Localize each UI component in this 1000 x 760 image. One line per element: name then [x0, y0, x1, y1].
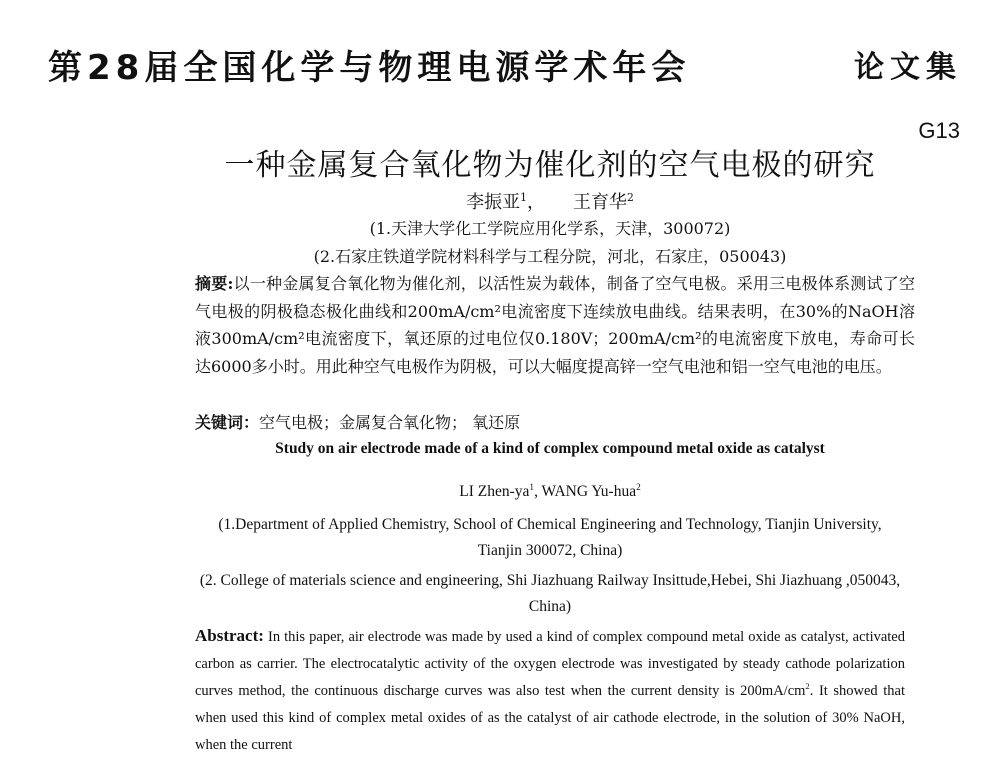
abstract-en-text-2: . It showed that when used this kind of complex metal oxides of as the catalyst of air cathode electrode, in the solution of 30% NaOH, when the current — [195, 683, 905, 753]
author-1-affil-mark: 1 — [520, 191, 527, 204]
abstract-en-text-1: In this paper, air electrode was made by used a kind of complex compound metal oxide as catalyst, activated carbon as carrier. The electrocatalytic activity of the oxygen electrode was investigated by steady cathode polarization curves method, the continuous discharge curves was also test when the current density is 200mA/cm — [195, 629, 905, 699]
conference-title: 第28届全国化学与物理电源学术年会 — [48, 48, 691, 88]
author-en-2-affil-mark: 2 — [636, 482, 641, 493]
paper-code: G13 — [918, 118, 960, 143]
paper-title-en: Study on air electrode made of a kind of complex compound metal oxide as catalyst — [275, 440, 825, 457]
abstract-cn — [195, 270, 915, 380]
affiliation-cn-1: (1.天津大学化工学院应用化学系，天津，300072) — [369, 219, 731, 238]
abstract-cn-text: 以一种金属复合氧化物为催化剂，以活性炭为载体，制备了空气电极。采用三电极体系测试了空气电极的阴极稳态极化曲线和200mA/cm²电流密度下连续放电曲线。结果表明，在30%的NaOH溶液300mA/cm²电流密度下，氧还原的过电位仅0.180V；200mA/cm²的电流密度下放电，寿命可长达6000多小时。用此种空气电极作为阴极，可以大幅度提高锌一空气电池和铝一空气电池的电压。 — [195, 274, 915, 376]
page-header — [0, 0, 1000, 100]
authors-en — [195, 483, 905, 501]
affiliation-en-2: (2. College of materials science and engineering, Shi Jiazhuang Railway Insittude,Hebei, Shi Jiazhuang ,050043, China) — [199, 572, 901, 615]
keywords-cn — [195, 410, 520, 433]
paper-title-cn: 一种金属复合氧化物为催化剂的空气电极的研究 — [224, 148, 876, 183]
abstract-cn-label: 摘要: — [195, 274, 234, 293]
keywords-cn-label: 关键词： — [195, 413, 260, 432]
author-separator: ， — [527, 192, 545, 213]
authors-cn — [0, 188, 1000, 214]
author-en-1-affil-mark: 1 — [529, 482, 535, 493]
abstract-en-label: Abstract: — [195, 626, 264, 645]
affiliation-en-1: (1.Department of Applied Chemistry, School of Chemical Engineering and Technology, Tianjin University, Tianjin 300072, China) — [218, 516, 882, 559]
author-2-name: 王育华 — [573, 192, 627, 213]
author-1-name: 李振亚 — [466, 192, 521, 213]
author-2-affil-mark: 2 — [627, 191, 634, 204]
proceedings-label: 论文集 — [854, 50, 962, 85]
abstract-en — [195, 622, 905, 759]
affiliation-cn-2: (2.石家庄铁道学院材料科学与工程分院，河北，石家庄，050043) — [313, 247, 787, 266]
abstract-en-sup: 2 — [805, 681, 810, 692]
author-en-1-name: LI Zhen-ya — [459, 483, 530, 500]
keywords-cn-text: 空气电极；金属复合氧化物； 氧还原 — [259, 413, 521, 432]
author-en-2-name: , WANG Yu-hua — [534, 483, 637, 500]
